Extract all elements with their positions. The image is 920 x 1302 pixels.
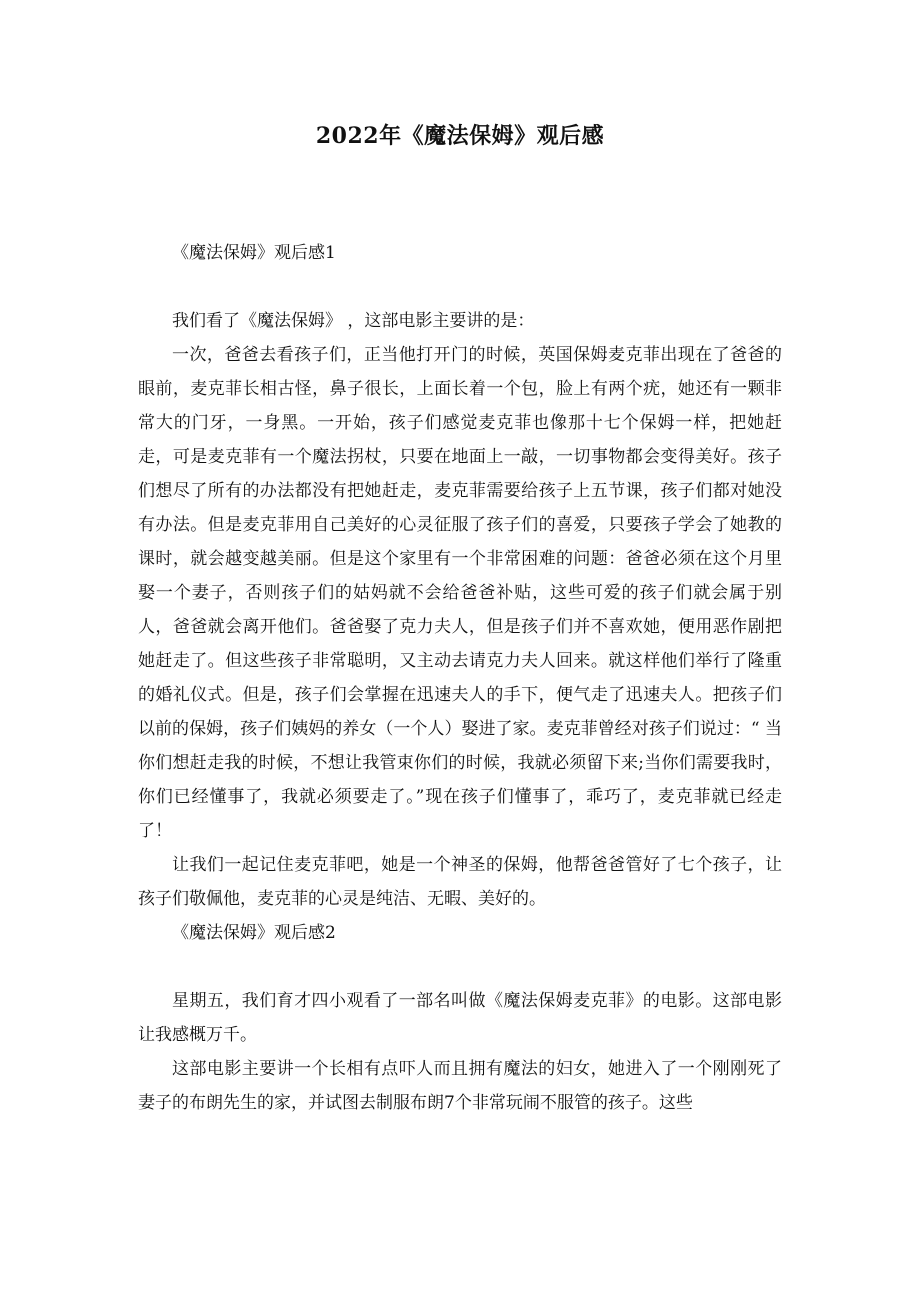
paragraph-1-3: 让我们一起记住麦克菲吧，她是一个神圣的保姆，他帮爸爸管好了七个孩子，让孩子们敬佩他，麦克菲的心灵是纯洁、无暇、美好的。 — [138, 855, 782, 909]
section-heading-1: 《魔法保姆》观后感1 — [172, 243, 336, 263]
paragraph-2-1: 星期五，我们育才四小观看了一部名叫做《魔法保姆麦克菲》的电影。这部电影让我感概万千。 — [138, 991, 782, 1045]
section-heading-2: 《魔法保姆》观后感2 — [172, 923, 336, 943]
document-body — [138, 236, 782, 1120]
paragraph-1-2: 一次，爸爸去看孩子们，正当他打开门的时候，英国保姆麦克菲出现在了爸爸的眼前，麦克菲长相古怪，鼻子很长，上面长着一个包，脸上有两个疣，她还有一颗非常大的门牙，一身黑。一开始，孩子们感觉麦克菲也像那十七个保姆一样，把她赶走，可是麦克菲有一个魔法拐杖，只要在地面上一敲，一切事物都会变得美好。孩子们想尽了所有的办法都没有把她赶走，麦克菲需要给孩子上五节课，孩子们都对她没有办法。但是麦克菲用自己美好的心灵征服了孩子们的喜爱，只要孩子学会了她教的课时，就会越变越美丽。但是这个家里有一个非常困难的问题：爸爸必须在这个月里娶一个妻子，否则孩子们的姑妈就不会给爸爸补贴，这些可爱的孩子们就会属于别人，爸爸就会离开他们。爸爸娶了克力夫人，但是孩子们并不喜欢她，便用恶作剧把她赶走了。但这些孩子非常聪明，又主动去请克力夫人回来。就这样他们举行了隆重的婚礼仪式。但是，孩子们会掌握在迅速夫人的手下，便气走了迅速夫人。把孩子们以前的保姆，孩子们姨妈的养女（一个人）娶进了家。麦克菲曾经对孩子们说过：“ 当你们想赶走我的时候，不想让我管束你们的时候，我就必须留下来;当你们需要我时，你们已经懂事了，我就必须要走了。”现在孩子们懂事了，乖巧了，麦克菲就已经走了！ — [138, 345, 782, 841]
document-title: 2022年《魔法保姆》观后感 — [315, 123, 605, 149]
paragraph-2-2: 这部电影主要讲一个长相有点吓人而且拥有魔法的妇女，她进入了一个刚刚死了妻子的布朗先生的家，并试图去制服布朗7个非常玩闹不服管的孩子。这些 — [138, 1059, 782, 1113]
paragraph-1-1: 我们看了《魔法保姆》 ，这部电影主要讲的是： — [172, 311, 535, 331]
